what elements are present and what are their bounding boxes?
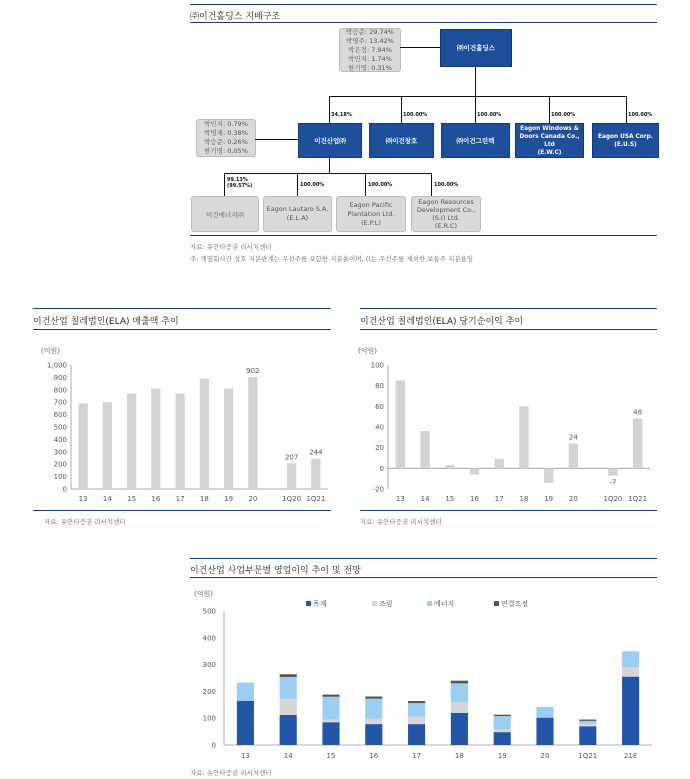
x-tick-label: 20 bbox=[540, 752, 550, 760]
x-tick-label: 20 bbox=[568, 495, 578, 503]
x-tick-label: 1Q21 bbox=[628, 495, 648, 503]
subsub-pct-0-a: 99.13% bbox=[227, 177, 248, 183]
data-label-1Q21: 48 bbox=[633, 408, 643, 417]
bar-21E-0 bbox=[622, 677, 639, 745]
y-tick-label: 0 bbox=[211, 741, 216, 750]
x-tick-label: 18 bbox=[454, 752, 464, 760]
org-note: 주: 계열회사간 상호 지분관계는 우선주를 포함한 지분율이며, ()는 우선주를 제외한 보통주 지분율임 bbox=[190, 255, 474, 263]
data-label-1Q20: 207 bbox=[284, 453, 299, 462]
x-tick-label: 1Q21 bbox=[578, 752, 598, 760]
bar-13-2 bbox=[237, 683, 254, 701]
x-tick-label: 19 bbox=[224, 495, 234, 503]
y-tick-label: 500 bbox=[53, 423, 67, 432]
sub-name-0: 이건산업㈜ bbox=[314, 136, 346, 145]
legend-swatch-0 bbox=[306, 601, 311, 606]
sub-pct-0: 34.18% bbox=[331, 112, 352, 118]
bar-20 bbox=[569, 444, 578, 469]
bar-18 bbox=[519, 406, 528, 468]
bar-14-3 bbox=[280, 674, 297, 677]
sub-pct-4: 100.00% bbox=[628, 112, 653, 118]
bar-21E-1 bbox=[622, 667, 639, 676]
subsub-box-3 bbox=[411, 196, 481, 232]
legend-swatch-2 bbox=[427, 601, 432, 606]
bar-1Q21 bbox=[311, 459, 320, 489]
mid-shareholder-2: 박승준: 0.26% bbox=[204, 138, 248, 146]
y-tick-label: 200 bbox=[202, 687, 216, 696]
bar-1Q21-1 bbox=[579, 724, 596, 727]
data-label-1Q20: -7 bbox=[609, 478, 617, 487]
y-tick-label: 500 bbox=[202, 607, 216, 616]
data-label-20: 24 bbox=[568, 433, 578, 442]
bar-15-0 bbox=[322, 722, 339, 745]
y-tick-label: 80 bbox=[375, 382, 384, 391]
bar-15-2 bbox=[322, 697, 339, 720]
sub-box-0 bbox=[298, 123, 362, 158]
chart2-top-rule bbox=[360, 308, 657, 309]
data-label-1Q21: 244 bbox=[309, 448, 323, 457]
y-tick-label: 900 bbox=[53, 373, 67, 382]
x-tick-label: 17 bbox=[175, 495, 185, 503]
bar-19 bbox=[224, 389, 233, 489]
x-tick-label: 13 bbox=[78, 495, 88, 503]
x-tick-label: 20 bbox=[248, 495, 258, 503]
chart2-source: 자료: 유안타증권 리서치센터 bbox=[360, 518, 442, 526]
chart2-title-rule bbox=[360, 329, 657, 330]
sub-pct-2: 100.00% bbox=[477, 112, 502, 118]
bar-18-1 bbox=[451, 702, 468, 713]
connector bbox=[329, 96, 627, 97]
subsub-pct-1: 100.00% bbox=[300, 182, 325, 188]
bar-17-2 bbox=[408, 703, 425, 716]
bar-16-0 bbox=[365, 724, 382, 745]
holding-box bbox=[440, 29, 512, 67]
subsub-pct-3: 100.00% bbox=[434, 182, 459, 188]
bar-13 bbox=[396, 381, 405, 469]
connector bbox=[365, 173, 366, 196]
bar-19-1 bbox=[494, 729, 511, 732]
chart3-top-rule bbox=[190, 558, 657, 559]
bar-16 bbox=[151, 389, 160, 489]
mid-shareholder-1: 박영재: 0.38% bbox=[204, 129, 248, 137]
x-tick-label: 14 bbox=[420, 495, 430, 503]
top-shareholder-2: 박은정: 7.94% bbox=[348, 45, 392, 54]
bar-13-0 bbox=[237, 701, 254, 745]
sub-code-3: (E.W.C) bbox=[537, 149, 562, 156]
bar-20-0 bbox=[536, 718, 553, 745]
top-shareholder-0: 박승준: 29.74% bbox=[346, 27, 394, 36]
bar-16 bbox=[470, 468, 479, 474]
connector bbox=[224, 173, 431, 174]
sub-name-1: ㈜이건창호 bbox=[385, 136, 418, 145]
connector bbox=[400, 47, 440, 48]
connector bbox=[475, 96, 476, 123]
bar-19-0 bbox=[494, 732, 511, 745]
bar-19-3 bbox=[494, 715, 511, 716]
legend-label-3: 연결조정 bbox=[501, 600, 529, 608]
subsub-pct-0 bbox=[227, 177, 252, 189]
bar-17-1 bbox=[408, 717, 425, 725]
connector bbox=[626, 96, 627, 123]
chart2-title: 이건산업 칠레법인(ELA) 당기순이익 추이 bbox=[360, 317, 524, 327]
bar-14 bbox=[420, 431, 429, 468]
connector bbox=[549, 96, 550, 123]
x-tick-label: 17 bbox=[494, 495, 504, 503]
x-tick-label: 15 bbox=[326, 752, 336, 760]
bar-15-3 bbox=[322, 695, 339, 697]
y-tick-label: 0 bbox=[379, 464, 384, 473]
bar-17-0 bbox=[408, 724, 425, 745]
legend-label-0: 목재 bbox=[313, 600, 327, 608]
bar-17-3 bbox=[408, 701, 425, 703]
bar-20 bbox=[248, 377, 257, 489]
subsub-name-2: Eagon Pacific Plantation Ltd. bbox=[347, 200, 395, 218]
y-tick-label: 800 bbox=[53, 386, 67, 395]
chart1-bottom-rule bbox=[33, 510, 331, 511]
bar-18-3 bbox=[451, 681, 468, 684]
bar-17 bbox=[175, 394, 184, 489]
bar-1Q20 bbox=[608, 468, 617, 475]
sub-code-4: (E.U.S) bbox=[614, 141, 637, 148]
y-tick-label: 300 bbox=[202, 661, 216, 670]
x-tick-label: 16 bbox=[151, 495, 161, 503]
top-shareholder-box bbox=[339, 28, 401, 72]
x-tick-label: 19 bbox=[544, 495, 554, 503]
x-tick-label: 17 bbox=[412, 752, 422, 760]
chart1-title: 이건산업 칠레법인(ELA) 매출액 추이 bbox=[33, 317, 179, 327]
sub-box-1 bbox=[369, 123, 434, 158]
bar-1Q21 bbox=[633, 419, 642, 469]
connector bbox=[475, 65, 476, 96]
bar-15 bbox=[445, 465, 454, 468]
subsub-code-3: (E.R.C) bbox=[434, 222, 458, 230]
y-tick-label: 100 bbox=[202, 714, 216, 723]
chart1-top-rule bbox=[33, 308, 331, 309]
y-tick-label: 100 bbox=[53, 473, 67, 482]
connector bbox=[329, 96, 330, 123]
bar-14 bbox=[103, 402, 112, 489]
subsub-name-0: 이건에너지㈜ bbox=[206, 210, 244, 219]
bar-19 bbox=[544, 468, 553, 482]
x-tick-label: 16 bbox=[369, 752, 379, 760]
bar-20-2 bbox=[536, 707, 553, 718]
chart3-svg bbox=[190, 582, 660, 762]
bar-18-0 bbox=[451, 713, 468, 745]
x-tick-label: 1Q21 bbox=[306, 495, 326, 503]
top-shareholder-1: 박영주: 13.42% bbox=[346, 36, 394, 45]
bar-1Q21-0 bbox=[579, 726, 596, 745]
x-tick-label: 16 bbox=[470, 495, 479, 503]
y-tick-label: 400 bbox=[202, 634, 216, 643]
legend-label-2: 에너지 bbox=[434, 600, 455, 608]
legend-label-1: 조림 bbox=[379, 600, 393, 608]
chart1-title-rule bbox=[33, 329, 331, 330]
holding-name: ㈜이건홀딩스 bbox=[457, 44, 495, 52]
subsub-box-2 bbox=[336, 196, 406, 232]
x-tick-label: 21E bbox=[623, 752, 638, 760]
sub-box-4 bbox=[592, 123, 659, 158]
x-tick-label: 15 bbox=[127, 495, 137, 503]
x-tick-label: 19 bbox=[497, 752, 507, 760]
x-tick-label: 14 bbox=[283, 752, 293, 760]
y-tick-label: 1,000 bbox=[46, 361, 67, 370]
chart2-bottom-rule bbox=[360, 510, 657, 511]
bar-14-1 bbox=[280, 699, 297, 715]
x-tick-label: 1Q20 bbox=[282, 495, 302, 503]
subsub-pct-2: 100.00% bbox=[368, 182, 393, 188]
org-bottom-rule bbox=[190, 235, 657, 236]
x-tick-label: 13 bbox=[395, 495, 405, 503]
subsub-box-0 bbox=[191, 196, 259, 232]
y-tick-label: 600 bbox=[53, 411, 67, 420]
y-tick-label: 100 bbox=[370, 361, 384, 370]
chart2-svg bbox=[360, 335, 658, 505]
connector bbox=[329, 156, 330, 173]
y-tick-label: 60 bbox=[375, 402, 384, 411]
connector bbox=[255, 139, 298, 140]
y-tick-label: 300 bbox=[53, 448, 67, 457]
mid-shareholder-3: 한기명: 0.05% bbox=[204, 147, 248, 155]
subsub-code-2: (E.P.L) bbox=[361, 218, 381, 227]
y-tick-label: 20 bbox=[375, 444, 384, 453]
bar-18 bbox=[200, 379, 209, 489]
bar-16-2 bbox=[365, 699, 382, 719]
top-shareholder-3: 박민지: 1.74% bbox=[348, 54, 392, 63]
connector bbox=[297, 173, 298, 196]
y-tick-label: 0 bbox=[62, 485, 67, 494]
sub-name-4: Eagon USA Corp. bbox=[598, 133, 653, 140]
chart3-title-rule bbox=[190, 577, 657, 578]
bar-1Q21-2 bbox=[579, 721, 596, 724]
org-source: 자료: 유안타증권 리서치센터 bbox=[190, 243, 272, 251]
legend-swatch-3 bbox=[494, 601, 499, 606]
mid-shareholder-box bbox=[196, 119, 256, 157]
bar-21E-2 bbox=[622, 651, 639, 667]
bar-14-2 bbox=[280, 677, 297, 699]
chart3-title: 이건산업 사업부문별 영업이익 추이 및 전망 bbox=[190, 566, 361, 576]
subsub-box-1 bbox=[263, 196, 332, 232]
subsub-name-3: Eagon Resources Development Co., (S.I) Ltd. bbox=[416, 198, 476, 222]
x-tick-label: 1Q20 bbox=[603, 495, 623, 503]
y-tick-label: 40 bbox=[375, 423, 384, 432]
bar-16-1 bbox=[365, 719, 382, 724]
x-tick-label: 14 bbox=[102, 495, 112, 503]
mid-shareholder-0: 박민지: 0.79% bbox=[204, 120, 248, 128]
y-axis-unit: (억원) bbox=[194, 590, 213, 598]
x-tick-label: 18 bbox=[519, 495, 529, 503]
top-shareholder-4: 한기명: 0.31% bbox=[348, 63, 392, 72]
chart3-source: 자료: 유안타증권 리서치센터 bbox=[190, 769, 272, 777]
sub-name-3: Eagon Windows & Doors Canada Co., Ltd bbox=[519, 125, 580, 148]
x-tick-label: 13 bbox=[240, 752, 250, 760]
chart1-svg bbox=[33, 335, 333, 505]
subsub-name-1: Eagon Lautaro S.A. bbox=[266, 205, 329, 213]
org-title: ㈜이건홀딩스 지배구조 bbox=[190, 12, 281, 22]
bar-16-3 bbox=[365, 696, 382, 698]
bar-14-0 bbox=[280, 715, 297, 745]
y-tick-label: 400 bbox=[53, 435, 67, 444]
x-tick-label: 18 bbox=[199, 495, 209, 503]
chart1-source: 자료: 유안타증권 리서치센터 bbox=[44, 518, 126, 526]
sub-name-2: ㈜이건그린텍 bbox=[456, 136, 495, 145]
connector bbox=[431, 173, 432, 196]
y-tick-label: 200 bbox=[53, 460, 67, 469]
bar-19-2 bbox=[494, 716, 511, 729]
bar-15 bbox=[127, 394, 136, 489]
bar-1Q20 bbox=[287, 463, 296, 489]
connector bbox=[401, 96, 402, 123]
bar-13 bbox=[79, 403, 88, 489]
connector bbox=[224, 173, 225, 196]
title-rule bbox=[190, 22, 657, 23]
bar-15-1 bbox=[322, 720, 339, 723]
sub-box-3 bbox=[515, 123, 584, 158]
subsub-pct-0-b: (99.57%) bbox=[227, 183, 253, 189]
x-tick-label: 15 bbox=[445, 495, 455, 503]
sub-pct-3: 100.00% bbox=[551, 112, 576, 118]
data-label-20: 902 bbox=[246, 367, 260, 376]
bar-17 bbox=[495, 459, 504, 468]
sub-pct-1: 100.00% bbox=[403, 112, 428, 118]
top-rule bbox=[190, 4, 657, 5]
subsub-code-1: (E.L.A) bbox=[286, 214, 309, 222]
y-tick-label: -20 bbox=[372, 485, 384, 494]
y-tick-label: 700 bbox=[53, 398, 67, 407]
y-axis-unit: (억원) bbox=[358, 347, 377, 355]
bar-1Q21-3 bbox=[579, 720, 596, 721]
legend-swatch-1 bbox=[372, 601, 377, 606]
bar-18-2 bbox=[451, 683, 468, 702]
y-axis-unit: (억원) bbox=[41, 347, 60, 355]
sub-box-2 bbox=[441, 123, 510, 158]
